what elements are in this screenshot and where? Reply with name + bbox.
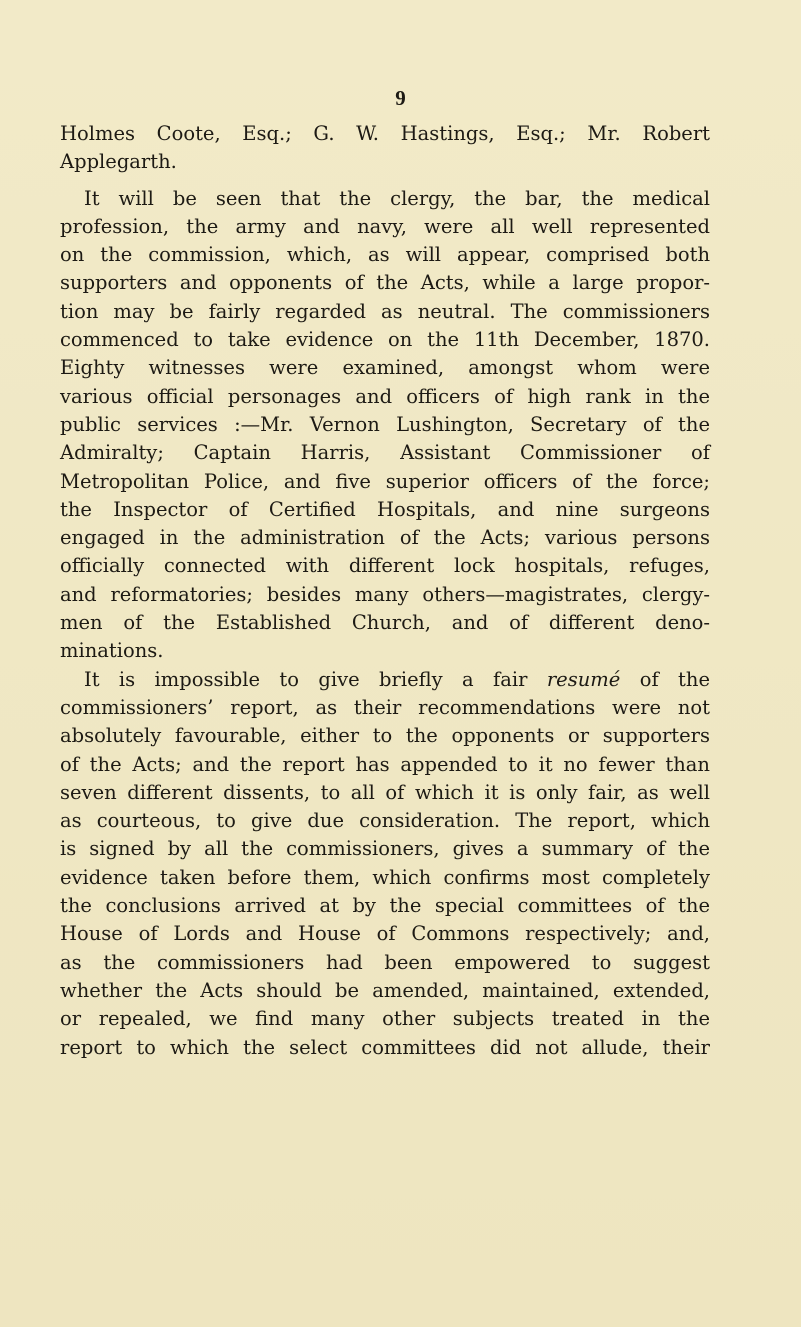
text-line: as courteous, to give due consideration. The report, which [60, 809, 710, 833]
text-line: public services :—Mr. Vernon Lushington, Secretary of the [60, 412, 710, 436]
text-line: officially connected with different lock hospitals, refuges, [60, 554, 710, 578]
text-line: House of Lords and House of Commons respectively; and, [60, 922, 710, 946]
text-line: the Inspector of Certified Hospitals, and nine surgeons [60, 497, 710, 521]
text-line: Holmes Coote, Esq.; G. W. Hastings, Esq.; Mr. Robert [60, 122, 710, 145]
text-line: seven different dissents, to all of which it is only fair, as well [60, 780, 710, 804]
text-line: and reformatories; besides many others—magistrates, clergy- [60, 582, 710, 606]
text-line [60, 666, 710, 694]
text-line: engaged in the administration of the Acts; various persons [60, 526, 710, 550]
text-line: It will be seen that the clergy, the bar, the medical [84, 186, 710, 210]
text-line: Admiralty; Captain Harris, Assistant Commissioner of [60, 441, 710, 465]
text-segment: of the [620, 667, 710, 691]
italic-word: resumé [546, 667, 621, 691]
body-text [60, 120, 710, 1062]
text-line: report to which the select committees did not allude, their [60, 1035, 710, 1059]
text-line: supporters and opponents of the Acts, while a large propor- [60, 271, 710, 295]
text-line: is signed by all the commissioners, gives a summary of the [60, 837, 710, 861]
page-number: 9 [395, 86, 406, 110]
text-line: evidence taken before them, which confirms most completely [60, 865, 710, 889]
text-line: whether the Acts should be amended, maintained, extended, [60, 978, 710, 1002]
paragraph-gap [60, 177, 710, 185]
text-line: men of the Established Church, and of different deno- [60, 611, 710, 635]
text-line: various official personages and officers of high rank in the [60, 384, 710, 408]
text-line: commissioners’ report, as their recommendations were not [60, 695, 710, 719]
text-line: or repealed, we find many other subjects treated in the [60, 1007, 710, 1031]
text-segment: It is impossible to give briefly a fair [84, 667, 547, 691]
text-line: the conclusions arrived at by the special committees of the [60, 894, 710, 918]
text-line: minations. [60, 639, 164, 663]
text-line: commenced to take evidence on the 11th December, 1870. [60, 328, 710, 352]
text-line: of the Acts; and the report has appended to it no fewer than [60, 752, 710, 776]
text-line: absolutely favourable, either to the opponents or supporters [60, 724, 710, 748]
text-line: on the commission, which, as will appear, comprised both [60, 243, 710, 267]
text-line: Metropolitan Police, and five superior officers of the force; [60, 469, 710, 493]
text-line: as the commissioners had been empowered to suggest [60, 950, 710, 974]
text-line: Eighty witnesses were examined, amongst whom were [60, 356, 710, 380]
text-line: Applegarth. [60, 150, 177, 174]
text-line: profession, the army and navy, were all well represented [60, 214, 710, 238]
text-line: tion may be fairly regarded as neutral. The commissioners [60, 299, 710, 323]
